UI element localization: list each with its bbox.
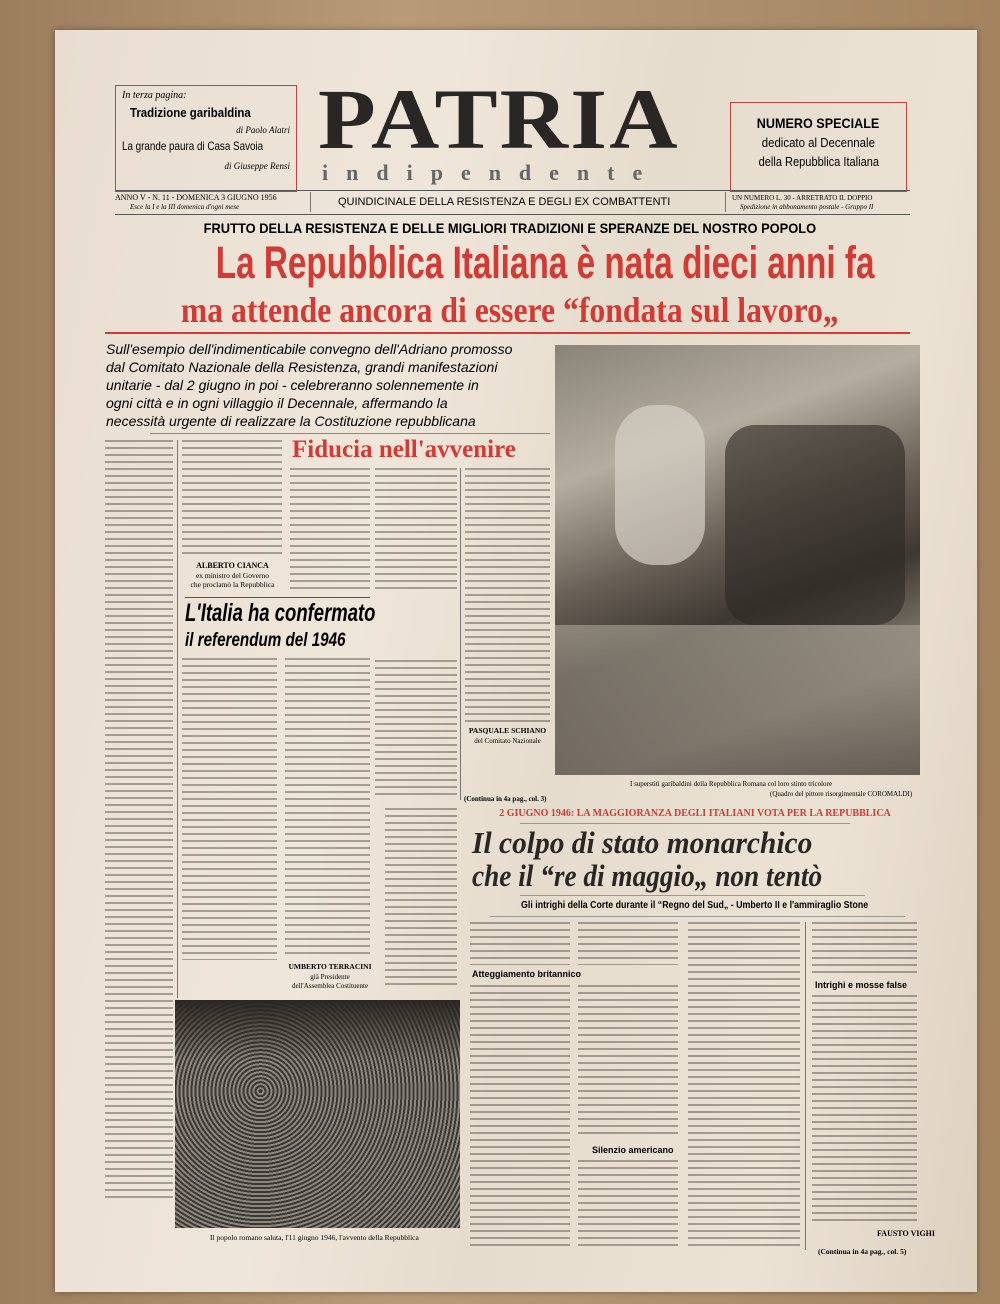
article-body-column — [578, 985, 678, 1138]
article-body-column — [385, 808, 457, 990]
divider — [520, 895, 865, 896]
inside-item-title: Tradizione garibaldina — [130, 105, 251, 120]
colpo-kicker: 2 GIUGNO 1946: LA MAGGIORANZA DEGLI ITALIANI VOTA PER LA REPUBBLICA — [499, 808, 891, 819]
divider — [185, 597, 370, 598]
author-role: del Comitato Nazionale — [474, 737, 541, 745]
main-headline-line2: ma attende ancora di essere “fondata sul lavoro„ — [181, 290, 839, 330]
author-role: che proclamò la Repubblica — [190, 580, 275, 589]
continued-note: (Continua in 4a pag., col. 5) — [818, 1247, 907, 1256]
article-body-column — [812, 995, 917, 1225]
garibaldini-painting-photo — [555, 345, 920, 775]
special-issue-line: NUMERO SPECIALE — [757, 115, 880, 131]
main-kicker: FRUTTO DELLA RESISTENZA E DELLE MIGLIORI TRADIZIONI E SPERANZE DEL NOSTRO POPOLO — [203, 220, 817, 236]
special-issue-box — [730, 102, 907, 192]
inside-item-author: di Giuseppe Rensi — [224, 161, 290, 171]
deck-line: dal Comitato Nazionale della Resistenza, grandi manifestazioni — [106, 359, 498, 375]
column-divider — [460, 468, 461, 800]
author-role: dell'Assemblea Costituente — [291, 982, 369, 990]
divider — [490, 916, 905, 917]
author-signature: FAUSTO VIGHI — [877, 1229, 936, 1238]
deck-line: unitarie - dal 2 giugno in poi - celebreranno solennemente in — [106, 377, 479, 393]
article-body-column — [182, 658, 277, 960]
article-body-column — [470, 985, 570, 1250]
article-body-column — [578, 1160, 678, 1250]
colpo-headline-line2: che il “re di maggio„ non tentò — [472, 858, 823, 893]
author-role: ex ministro del Governo — [195, 571, 270, 580]
article-body-column — [290, 468, 370, 590]
article-body-column — [688, 922, 800, 1250]
divider — [725, 192, 726, 212]
special-issue-line: dedicato al Decennale — [761, 135, 876, 150]
main-headline: La Repubblica Italiana è nata dieci anni fa — [215, 237, 875, 288]
author-signature: PASQUALE SCHIANO — [468, 726, 547, 735]
inside-item-author: di Paolo Alatri — [236, 125, 290, 135]
article-body-column — [465, 468, 550, 722]
colpo-headline: Il colpo di stato monarchico — [472, 825, 813, 860]
author-role: già Presidente — [310, 973, 350, 981]
section-heading: Intrighi e mosse false — [815, 980, 908, 990]
referendum-headline: L'Italia ha confermato — [185, 599, 376, 627]
article-body-column — [470, 922, 570, 965]
deck-line: ogni città e in ogni villaggio il Decennale, affermando la — [106, 395, 448, 411]
colpo-subhead: Gli intrighi della Corte durante il “Regno del Sud„ - Umberto II e l'ammiraglio Stone — [521, 899, 869, 911]
inside-label: In terza pagina: — [122, 90, 187, 101]
deck-line: necessità urgente di realizzare la Costituzione repubblicana — [106, 413, 476, 429]
section-heading: Atteggiamento britannico — [472, 969, 582, 979]
postal-info: Spedizione in abbonamento postale - Gruppo II — [740, 203, 874, 211]
article-body-column — [105, 440, 173, 1198]
photo-caption: I superstiti garibaldini della Repubblica Romana col loro stinto tricolore — [630, 780, 832, 788]
masthead-title: PATRIA — [318, 71, 680, 167]
masthead-subtitle: indipendente — [322, 160, 661, 185]
issue-info: ANNO V - N. 11 - DOMENICA 3 GIUGNO 1956 — [115, 193, 277, 202]
special-issue-line: della Repubblica Italiana — [758, 154, 879, 169]
article-body-column — [182, 440, 282, 558]
divider — [115, 214, 910, 215]
crowd-photo — [175, 1000, 460, 1228]
photo-caption: Il popolo romano saluta, l'11 giugno 1946, l'avvento della Repubblica — [210, 1233, 419, 1242]
deck-line: Sull'esempio dell'indimenticabile convegno dell'Adriano promosso — [106, 341, 513, 357]
referendum-headline-line2: il referendum del 1946 — [185, 630, 346, 651]
article-body-column — [578, 922, 678, 965]
continued-note: (Continua in 4a pag., col. 3) — [464, 795, 547, 803]
author-signature: UMBERTO TERRACINI — [288, 962, 372, 971]
price-info: UN NUMERO L. 30 - ARRETRATO IL DOPPIO — [732, 194, 873, 202]
author-signature: ALBERTO CIANCA — [196, 561, 269, 570]
article-body-column — [812, 922, 917, 975]
inside-pages-box — [115, 85, 297, 192]
divider — [520, 823, 850, 824]
red-rule — [105, 332, 910, 334]
tagline: QUINDICINALE DELLA RESISTENZA E DEGLI EX COMBATTENTI — [338, 196, 671, 208]
fiducia-headline: Fiducia nell'avvenire — [292, 436, 516, 463]
column-divider — [177, 440, 178, 998]
article-body-column — [375, 468, 457, 590]
divider — [310, 192, 311, 212]
main-deck — [106, 340, 551, 430]
frequency-note: Esce la I e la III domenica d'ogni mese — [130, 203, 240, 211]
divider — [115, 190, 910, 191]
inside-item-title: La grande paura di Casa Savoia — [122, 139, 264, 153]
column-divider — [805, 922, 806, 1250]
article-body-column — [375, 660, 457, 800]
divider — [150, 433, 550, 434]
photo-credit: (Quadro del pittore risorgimentale COROMALDI) — [770, 790, 913, 798]
article-body-column — [285, 658, 370, 955]
section-heading: Silenzio americano — [592, 1145, 674, 1155]
